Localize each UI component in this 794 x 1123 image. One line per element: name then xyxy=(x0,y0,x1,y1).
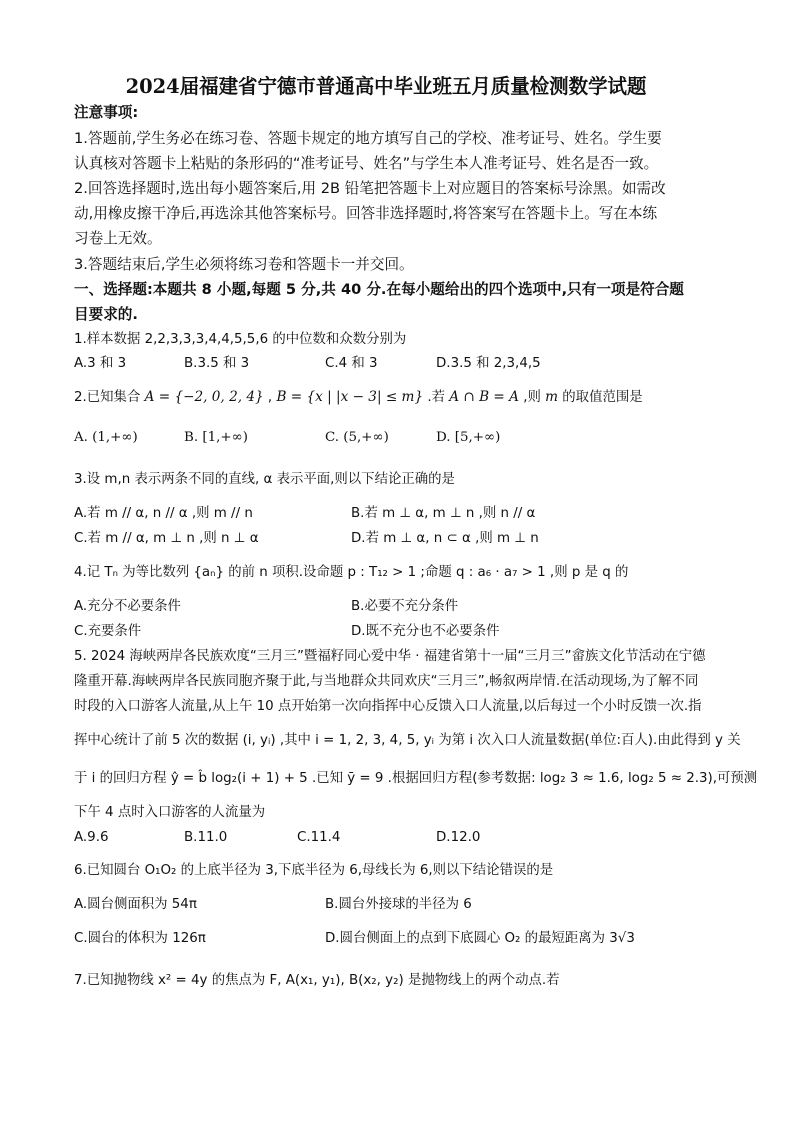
q1-option-b: B.3.5 和 3 xyxy=(184,356,250,371)
notice-line: 3.答题结束后,学生必须将练习卷和答题卡一并交回。 xyxy=(74,256,414,273)
q4-option-c: C.充要条件 xyxy=(74,624,142,639)
q5-option-b: B.11.0 xyxy=(184,830,228,845)
question-4-stem: 4.记 Tₙ 为等比数列 {aₙ} 的前 n 项积.设命题 p : T₁₂ > 1 ;命题 q : a₆ · a₇ > 1 ,则 p 是 q 的 xyxy=(74,565,629,580)
q3-option-c: C.若 m // α, m ⊥ n ,则 n ⊥ α xyxy=(74,531,259,546)
q5-option-c: C.11.4 xyxy=(297,830,341,845)
section-heading-cont: 目要求的. xyxy=(74,306,138,323)
notice-heading: 注意事项: xyxy=(74,104,139,121)
q6-option-b: B.圆台外接球的半径为 6 xyxy=(325,897,472,912)
notice-line: 认真核对答题卡上粘贴的条形码的“准考证号、姓名”与学生本人准考证号、姓名是否一致。 xyxy=(74,155,659,172)
q4-option-b: B.必要不充分条件 xyxy=(351,599,459,614)
q2-stem-text: 2.已知集合 xyxy=(74,390,145,405)
q6-option-d: D.圆台侧面上的点到下底圆心 O₂ 的最短距离为 3√3 xyxy=(325,931,635,946)
q3-option-d: D.若 m ⊥ α, n ⊂ α ,则 m ⊥ n xyxy=(351,531,539,546)
q1-option-a: A.3 和 3 xyxy=(74,356,127,371)
question-6-stem: 6.已知圆台 O₁O₂ 的上底半径为 3,下底半径为 6,母线长为 6,则以下结论错误的是 xyxy=(74,863,554,878)
q6-option-c: C.圆台的体积为 126π xyxy=(74,931,206,946)
q3-option-b: B.若 m ⊥ α, m ⊥ n ,则 n // α xyxy=(351,506,536,521)
q5-option-a: A.9.6 xyxy=(74,830,109,845)
q2-option-c: C. (5,+∞) xyxy=(325,430,389,445)
question-7-stem: 7.已知抛物线 x² = 4y 的焦点为 F, A(x₁, y₁), B(x₂, y₂) 是抛物线上的两个动点.若 xyxy=(74,973,560,988)
q1-option-d: D.3.5 和 2,3,4,5 xyxy=(436,356,541,371)
q2-set-a: A = {−2, 0, 2, 4} xyxy=(144,389,264,405)
q3-option-a: A.若 m // α, n // α ,则 m // n xyxy=(74,506,253,521)
q2-set-b: B = {x | |x − 3| ≤ m} xyxy=(276,389,424,405)
q2-stem-text: 的取值范围是 xyxy=(558,390,643,405)
q2-option-a: A. (1,+∞) xyxy=(74,430,138,445)
q6-option-a: A.圆台侧面积为 54π xyxy=(74,897,197,912)
q5-option-d: D.12.0 xyxy=(436,830,481,845)
q2-variable: m xyxy=(545,389,559,405)
q2-option-d: D. [5,+∞) xyxy=(436,430,501,445)
q4-option-d: D.既不充分也不必要条件 xyxy=(351,624,500,639)
q2-stem-text: ,则 xyxy=(518,390,546,405)
page-title: 2024届福建省宁德市普通高中毕业班五月质量检测数学试题 xyxy=(125,74,647,98)
section-heading: 一、选择题:本题共 8 小题,每题 5 分,共 40 分.在每小题给出的四个选项中,只有一项是符合题 xyxy=(74,281,684,298)
question-5-line: 下午 4 点时入口游客的人流量为 xyxy=(74,805,266,820)
question-5-line: 挥中心统计了前 5 次的数据 (i, yᵢ) ,其中 i = 1, 2, 3, 4, 5, yᵢ 为第 i 次入口人流量数据(单位:百人).由此得到 y 关 xyxy=(74,733,741,748)
q2-separator: , xyxy=(263,390,277,405)
question-1-stem: 1.样本数据 2,2,3,3,3,4,4,5,5,6 的中位数和众数分别为 xyxy=(74,332,407,347)
question-3-stem: 3.设 m,n 表示两条不同的直线, α 表示平面,则以下结论正确的是 xyxy=(74,472,455,487)
q1-option-c: C.4 和 3 xyxy=(325,356,378,371)
q2-condition: A ∩ B = A xyxy=(449,389,519,405)
notice-line: 2.回答选择题时,选出每小题答案后,用 2B 铅笔把答题卡上对应题目的答案标号涂黑。如需改 xyxy=(74,180,666,197)
q2-option-b: B. [1,+∞) xyxy=(184,430,248,445)
question-5-line: 5. 2024 海峡两岸各民族欢度“三月三”暨福籽同心爱中华 · 福建省第十一届“三月三”畲族文化节活动在宁德 xyxy=(74,649,706,664)
notice-line: 习卷上无效。 xyxy=(74,230,162,247)
question-2-stem xyxy=(74,391,643,405)
question-5-line: 隆重开幕.海峡两岸各民族同胞齐聚于此,与当地群众共同欢庆“三月三”,畅叙两岸情.在活动现场,为了解不同 xyxy=(74,674,699,689)
question-5-line: 于 i 的回归方程 ŷ = b̂ log₂(i + 1) + 5 .已知 ȳ = 9 .根据回归方程(参考数据: log₂ 3 ≈ 1.6, log₂ 5 ≈ 2.3),可预测 xyxy=(74,771,758,786)
question-5-line: 时段的入口游客人流量,从上午 10 点开始第一次向指挥中心反馈入口人流量,以后每过一个小时反馈一次.指 xyxy=(74,699,702,714)
q4-option-a: A.充分不必要条件 xyxy=(74,599,181,614)
notice-line: 动,用橡皮擦干净后,再选涂其他答案标号。回答非选择题时,将答案写在答题卡上。写在本练 xyxy=(74,205,658,222)
notice-line: 1.答题前,学生务必在练习卷、答题卡规定的地方填写自己的学校、准考证号、姓名。学生要 xyxy=(74,130,662,147)
q2-stem-text: .若 xyxy=(423,390,450,405)
